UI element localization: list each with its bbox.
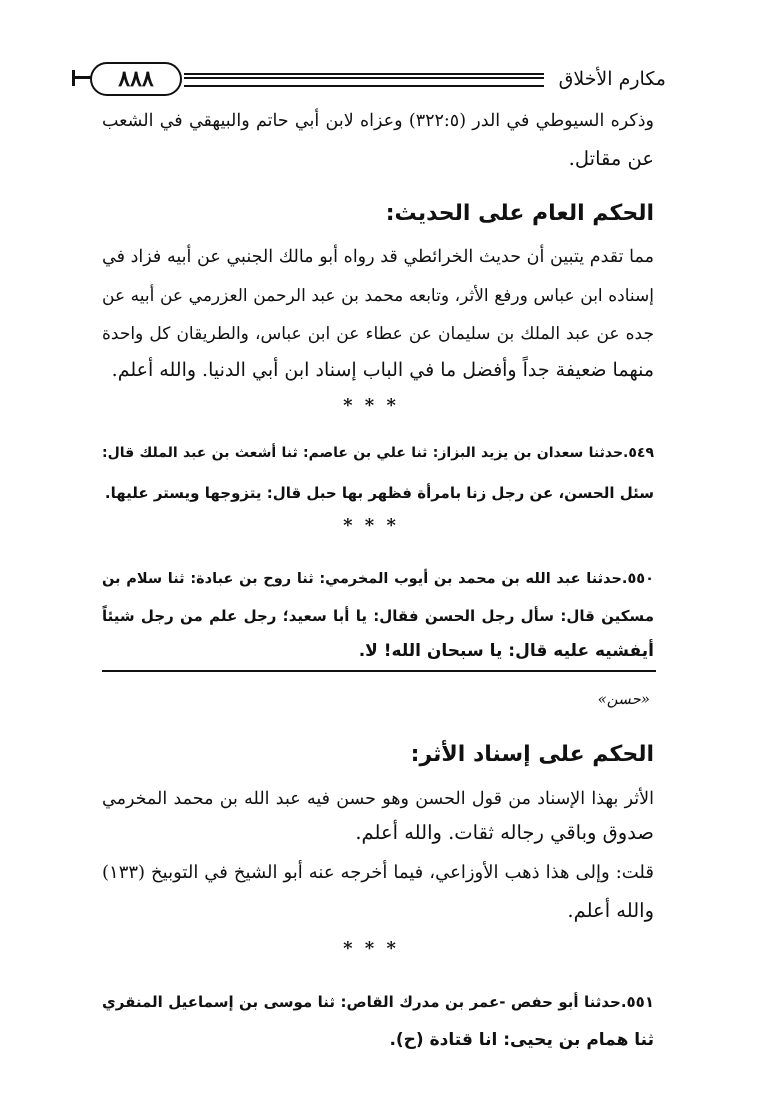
header-ornament-rule (184, 73, 544, 87)
grade-label: «حسن» (597, 690, 650, 708)
separator-stars: * * * (343, 395, 399, 416)
page-header (66, 62, 666, 96)
text-line: الأثر بهذا الإسناد من قول الحسن وهو حسن فيه عبد الله بن محمد المخرمي (102, 789, 654, 809)
hadith-line: ٥٤٩.حدثنا سعدان بن يزيد البزاز: ثنا علي بن عاصم: ثنا أشعث بن عبد الملك قال: (102, 445, 654, 461)
text-line: مما تقدم يتبين أن حديث الخرائطي قد رواه أبو مالك الجنبي عن أبيه فزاد في (102, 247, 654, 267)
separator-stars: * * * (343, 938, 399, 959)
hadith-line: مسكين قال: سأل رجل الحسن فقال: يا أبا سعيد؛ رجل علم من رجل شيئاً (102, 607, 654, 625)
header-rule-end-cap (66, 70, 92, 86)
hadith-line: سئل الحسن، عن رجل زنا بامرأة فظهر بها حبل قال: يتزوجها ويستر عليها. (104, 484, 654, 502)
running-title: مكارم الأخلاق (558, 68, 666, 90)
hadith-line: ٥٥١.حدثنا أبو حفص -عمر بن مدرك القاص: ثنا موسى بن إسماعيل المنقري (102, 993, 654, 1011)
text-line: منهما ضعيفة جداً وأفضل ما في الباب إسناد ابن أبي الدنيا. والله أعلم. (111, 359, 654, 381)
text-line: وذكره السيوطي في الدر (٣٢٢:٥) وعزاه لابن أبي حاتم والبيهقي في الشعب (102, 111, 654, 131)
text-line: قلت: وإلى هذا ذهب الأوزاعي، فيما أخرجه عنه أبو الشيخ في التوبيخ (١٣٣) (102, 862, 654, 883)
hadith-line: ٥٥٠.حدثنا عبد الله بن محمد بن أيوب المخرمي: ثنا روح بن عبادة: ثنا سلام بن (102, 571, 654, 587)
text-line: إسناده ابن عباس ورفع الأثر، وتابعه محمد بن عبد الرحمن العزرمي عن أبيه عن (102, 286, 654, 306)
section-heading: الحكم العام على الحديث: (385, 201, 654, 226)
text-line: جده عن عبد الملك بن سليمان عن عطاء عن ابن عباس، والطريقان كل واحدة (102, 324, 654, 344)
text-line: والله أعلم. (567, 899, 654, 922)
page-number: ٨٨٨ (90, 62, 182, 96)
hadith-line: أيفشيه عليه قال: يا سبحان الله! لا. (358, 641, 654, 661)
hadith-line: ثنا همام بن يحيى: انا قتادة (ح). (389, 1030, 654, 1050)
footnote-divider (102, 670, 656, 672)
text-line: صدوق وباقي رجاله ثقات. والله أعلم. (355, 821, 654, 844)
separator-stars: * * * (343, 515, 399, 536)
text-line: عن مقاتل. (568, 147, 654, 170)
section-heading: الحكم على إسناد الأثر: (410, 742, 654, 767)
